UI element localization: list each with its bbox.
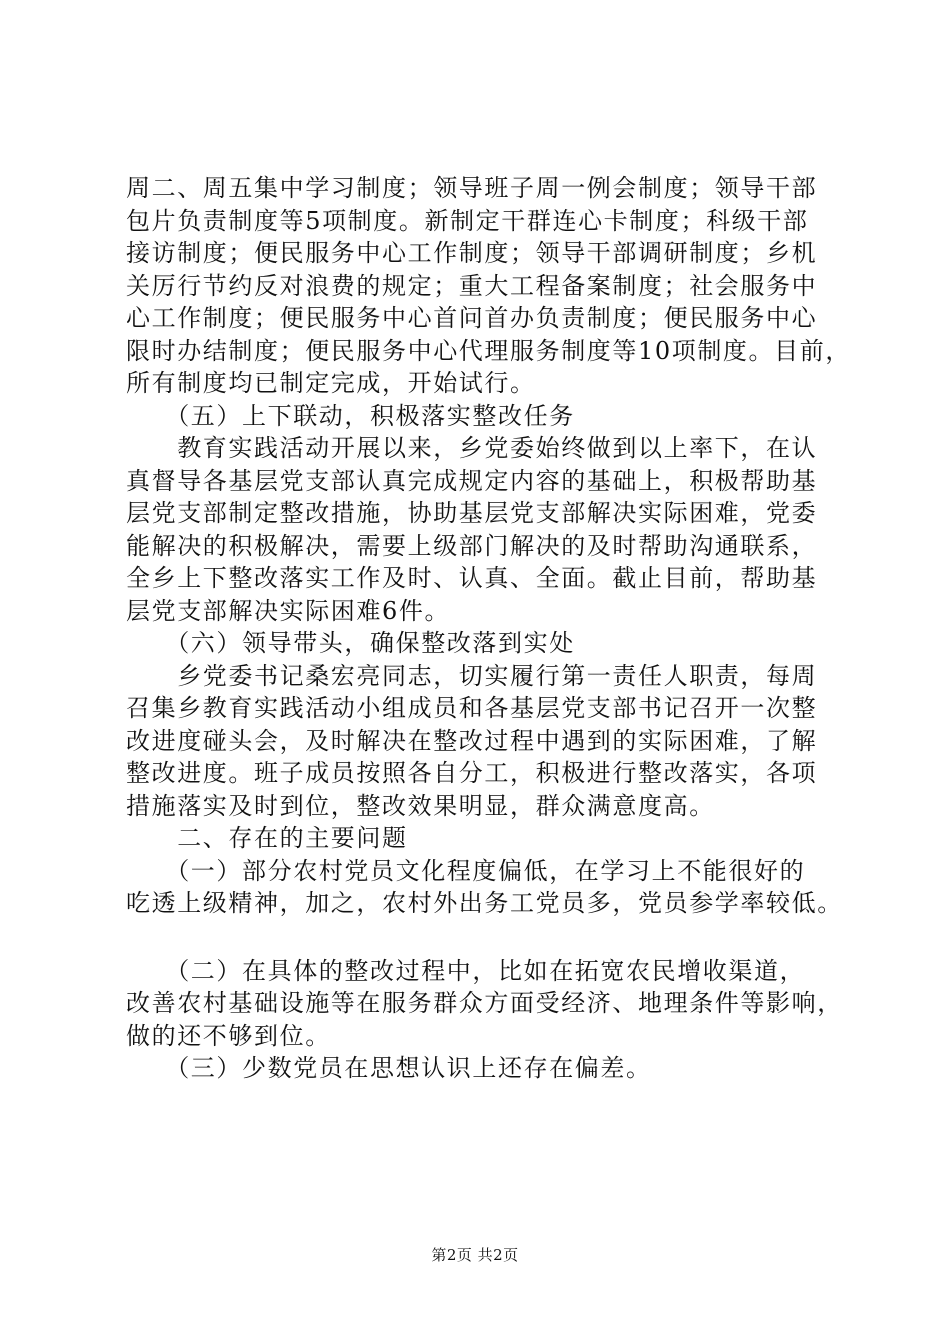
text-line: 乡党委书记桑宏亮同志，切实履行第一责任人职责，每周 (126, 661, 818, 690)
text-line: 层党支部制定整改措施，协助基层党支部解决实际困难，党委 (126, 499, 818, 527)
text-line: 真督导各基层党支部认真完成规定内容的基础上，积极帮助基 (126, 466, 818, 495)
page-number-label: 第2页 共2页 (431, 1246, 519, 1264)
text-line: 所有制度均已制定完成，开始试行。 (126, 369, 536, 397)
document-body (126, 172, 856, 1085)
text-line: 能解决的积极解决，需要上级部门解决的及时帮助沟通联系， (126, 531, 818, 560)
text-line: 层党支部解决实际困难6件。 (126, 596, 451, 625)
text-line: 包片负责制度等5项制度。新制定干群连心卡制度；科级干部 (126, 206, 809, 235)
text-line: 关厉行节约反对浪费的规定；重大工程备案制度；社会服务中 (126, 271, 818, 300)
text-line: 全乡上下整改落实工作及时、认真、全面。截止目前，帮助基 (126, 564, 818, 592)
section-heading-problems: 二、存在的主要问题 (126, 824, 408, 852)
text-line: 教育实践活动开展以来，乡党委始终做到以上率下，在认 (126, 434, 818, 462)
paragraph-gap (126, 920, 856, 955)
page-footer (0, 1244, 950, 1265)
text-line: 做的还不够到位。 (126, 1021, 331, 1050)
text-line: （二）在具体的整改过程中，比如在拓宽农民增收渠道， (126, 956, 806, 985)
text-line: 召集乡教育实践活动小组成员和各基层党支部书记召开一次整 (126, 694, 818, 722)
text-line: 心工作制度；便民服务中心首问首办负责制度；便民服务中心 (126, 304, 818, 332)
text-line: 改进度碰头会，及时解决在整改过程中遇到的实际困难，了解 (126, 726, 818, 755)
text-line: 限时办结制度；便民服务中心代理服务制度等10项制度。目前， (126, 336, 851, 365)
text-line: 接访制度；便民服务中心工作制度；领导干部调研制度；乡机 (126, 239, 818, 267)
text-line: （一）部分农村党员文化程度偏低，在学习上不能很好的 (126, 856, 806, 885)
text-line: 周二、周五集中学习制度；领导班子周一例会制度；领导干部 (126, 174, 818, 202)
text-line: 措施落实及时到位，整改效果明显，群众满意度高。 (126, 791, 715, 820)
text-line: 整改进度。班子成员按照各自分工，积极进行整改落实，各项 (126, 759, 818, 787)
text-line: 吃透上级精神，加之，农村外出务工党员多，党员参学率较低。 (126, 889, 843, 917)
section-heading-5: （五）上下联动，积极落实整改任务 (126, 401, 575, 430)
text-line: 改善农村基础设施等在服务群众方面受经济、地理条件等影响， (126, 989, 843, 1017)
text-line: （三）少数党员在思想认识上还存在偏差。 (126, 1054, 652, 1082)
section-heading-6: （六）领导带头，确保整改落到实处 (126, 629, 575, 657)
